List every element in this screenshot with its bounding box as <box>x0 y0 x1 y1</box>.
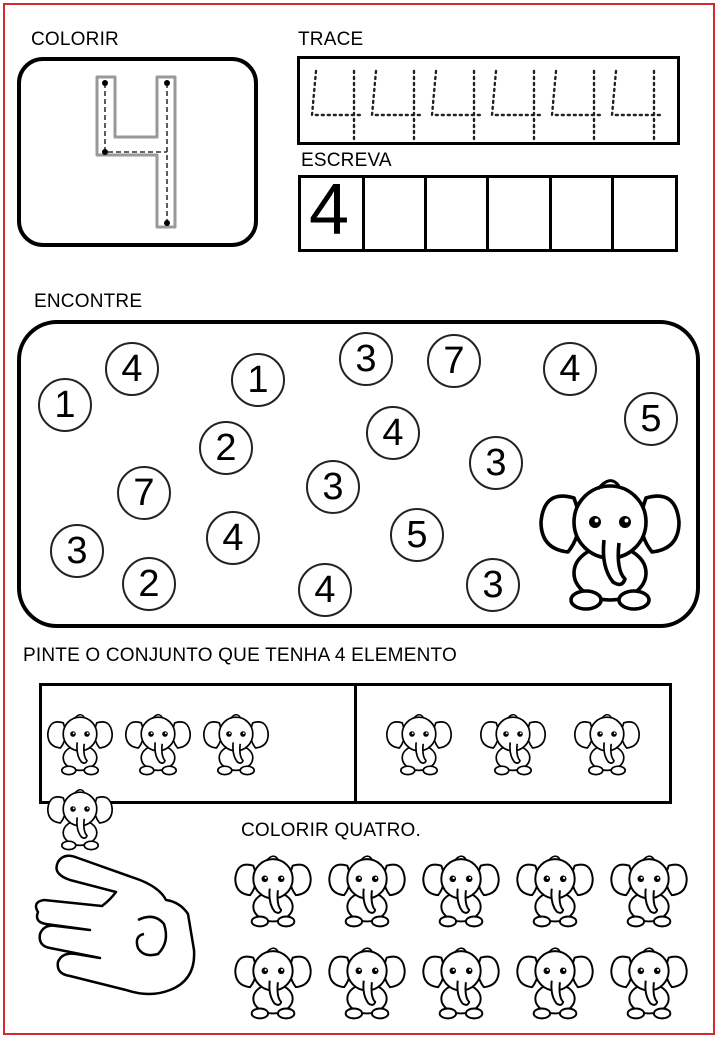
elephant-row <box>232 938 702 1030</box>
elephants-to-color-grid <box>232 846 702 1026</box>
number-circle[interactable]: 3 <box>469 436 523 490</box>
number-circle[interactable]: 5 <box>624 392 678 446</box>
number-circle[interactable]: 2 <box>199 421 253 475</box>
number-circle[interactable]: 1 <box>231 353 285 407</box>
number-circle[interactable]: 4 <box>543 342 597 396</box>
write-example-digit: 4 <box>309 170 350 250</box>
number-four-outline <box>17 57 258 247</box>
number-circle[interactable]: 4 <box>206 511 260 565</box>
dotted-four <box>312 71 360 139</box>
colorir-quatro-heading: COLORIR QUATRO. <box>241 820 421 841</box>
elephant-icon <box>45 706 115 781</box>
colorable-elephant[interactable] <box>420 846 502 933</box>
write-cell[interactable] <box>424 178 427 249</box>
dotted-four <box>492 71 540 139</box>
color-number-box[interactable] <box>17 57 258 247</box>
elephant-icon <box>45 781 115 856</box>
colorable-elephant[interactable] <box>514 846 596 933</box>
colorable-elephant[interactable] <box>514 938 596 1025</box>
pinte-heading: PINTE O CONJUNTO QUE TENHA 4 ELEMENTO <box>23 645 457 666</box>
write-boxes[interactable] <box>298 170 678 252</box>
set-three-elephants[interactable] <box>378 706 674 782</box>
write-cell[interactable] <box>611 178 614 249</box>
number-circle[interactable]: 4 <box>366 406 420 460</box>
elephant-icon <box>572 706 642 781</box>
dotted-four <box>552 71 600 139</box>
colorable-elephant[interactable] <box>232 938 314 1025</box>
elephant-icon <box>123 706 193 781</box>
dotted-four <box>372 71 420 139</box>
escreva-heading: ESCREVA <box>301 150 392 171</box>
set-four-elephants[interactable] <box>45 706 353 782</box>
colorable-elephant[interactable] <box>608 846 690 933</box>
trace-dotted-fours <box>300 59 683 148</box>
elephant-icon <box>201 706 271 781</box>
number-circle[interactable]: 7 <box>427 334 481 388</box>
hand-four-fingers-icon <box>30 850 200 1000</box>
colorable-elephant[interactable] <box>420 938 502 1025</box>
dotted-four <box>612 71 660 139</box>
trace-heading: TRACE <box>298 29 364 50</box>
number-circle[interactable]: 2 <box>122 557 176 611</box>
encontre-heading: ENCONTRE <box>34 291 143 312</box>
elephant-icon <box>535 462 695 617</box>
number-circle[interactable]: 4 <box>105 342 159 396</box>
number-circle[interactable]: 3 <box>339 332 393 386</box>
elephant-icon <box>384 706 454 781</box>
elephant-row <box>232 846 702 938</box>
colorable-elephant[interactable] <box>608 938 690 1025</box>
number-circle[interactable]: 3 <box>306 460 360 514</box>
number-circle[interactable]: 4 <box>298 563 352 617</box>
write-cell[interactable] <box>549 178 552 249</box>
number-circle[interactable]: 3 <box>466 558 520 612</box>
dotted-four <box>432 71 480 139</box>
number-circle[interactable]: 7 <box>117 466 171 520</box>
sets-divider <box>354 686 357 801</box>
colorir-heading: COLORIR <box>31 29 119 50</box>
number-circle[interactable]: 3 <box>50 524 104 578</box>
colorable-elephant[interactable] <box>232 846 314 933</box>
trace-box[interactable] <box>297 56 680 145</box>
colorable-elephant[interactable] <box>326 938 408 1025</box>
number-circle[interactable]: 5 <box>390 508 444 562</box>
write-cell[interactable] <box>362 178 365 249</box>
write-cell[interactable] <box>486 178 489 249</box>
number-circle[interactable]: 1 <box>38 378 92 432</box>
elephant-icon <box>478 706 548 781</box>
colorable-elephant[interactable] <box>326 846 408 933</box>
